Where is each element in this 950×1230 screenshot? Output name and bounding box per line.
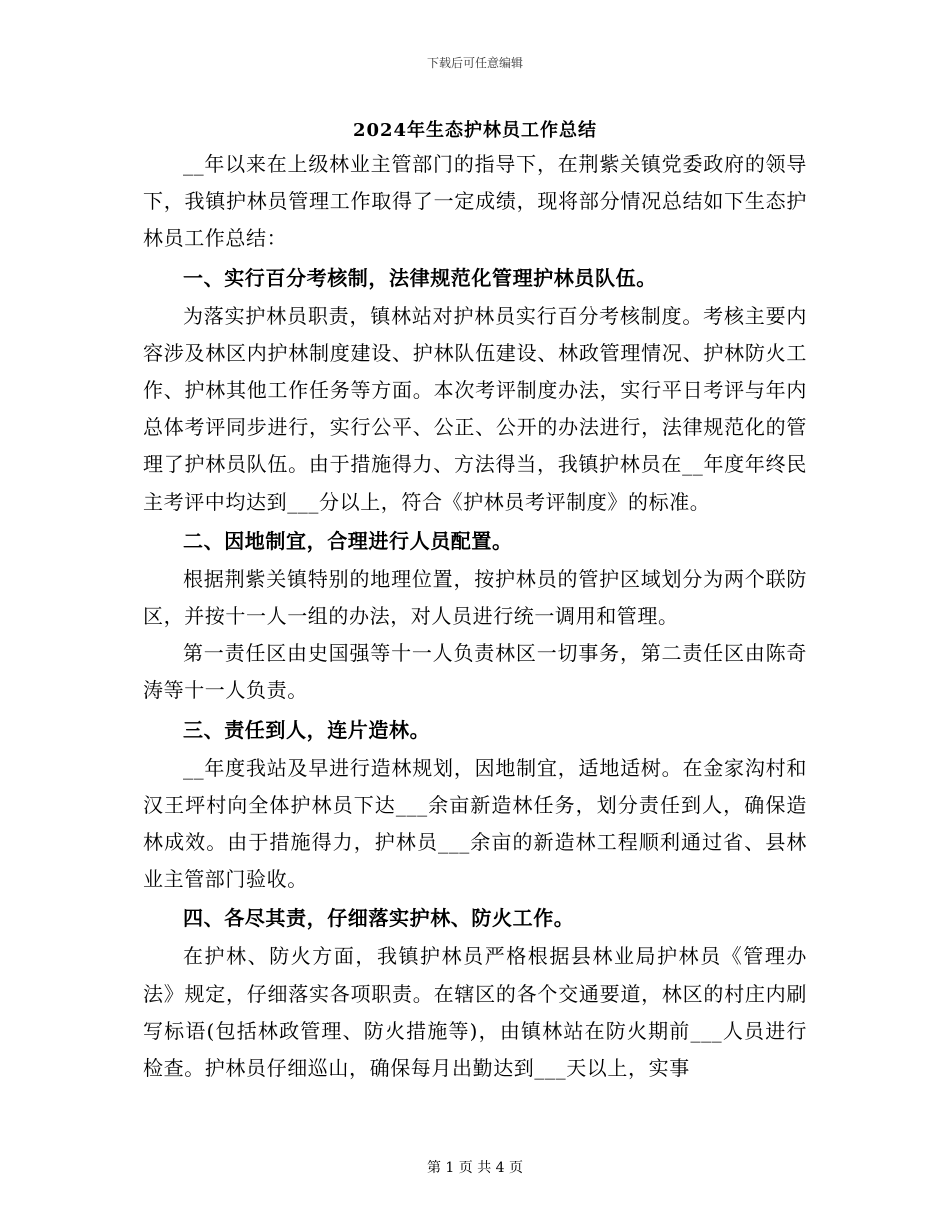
intro-paragraph: __年以来在上级林业主管部门的指导下，在荆紫关镇党委政府的领导下，我镇护林员管理工作取得了一定成绩，现将部分情况总结如下生态护林员工作总结： — [143, 152, 807, 251]
section-1-paragraph-1: 为落实护林员职责，镇林站对护林员实行百分考核制度。考核主要内容涉及林区内护林制度建设、护林队伍建设、林政管理情况、护林防火工作、护林其他工作任务等方面。本次考评制度办法，实行平日考评与年内总体考评同步进行，实行公平、公正、公开的办法进行，法律规范化的管理了护林员队伍。由于措施得力、方法得当，我镇护林员在__年度年终民主考评中均达到___分以上，符合《护林员考评制度》的标准。 — [143, 303, 807, 514]
section-2-paragraph-2: 第一责任区由史国强等十一人负责林区一切事务，第二责任区由陈奇涛等十一人负责。 — [143, 641, 807, 703]
section-4-heading: 四、各尽其责，仔细落实护林、防火工作。 — [183, 906, 575, 931]
section-2-heading: 二、因地制宜，合理进行人员配置。 — [183, 528, 513, 553]
document-body — [143, 146, 807, 1087]
section-3-heading: 三、责任到人，连片造林。 — [183, 717, 431, 742]
section-4-paragraph-1: 在护林、防火方面，我镇护林员严格根据县林业局护林员《管理办法》规定，仔细落实各项职责。在辖区的各个交通要道，林区的村庄内刷写标语(包括林政管理、防火措施等)，由镇林站在防火期前___人员进行检查。护林员仔细巡山，确保每月出勤达到___天以上，实事 — [143, 944, 807, 1081]
page-footer: 第 1 页 共 4 页 — [426, 1160, 524, 1176]
section-1-heading: 一、实行百分考核制，法律规范化管理护林员队伍。 — [183, 265, 657, 290]
section-3-paragraph-1: __年度我站及早进行造林规划，因地制宜，适地适树。在金家沟村和汉王坪村向全体护林员下达___余亩新造林任务，划分责任到人，确保造林成效。由于措施得力，护林员___余亩的新造林工程顺利通过省、县林业主管部门验收。 — [143, 755, 807, 892]
header-note: 下载后可任意编辑 — [426, 56, 523, 70]
section-2-paragraph-1: 根据荆紫关镇特别的地理位置，按护林员的管护区域划分为两个联防区，并按十一人一组的办法，对人员进行统一调用和管理。 — [143, 566, 807, 629]
document-title: 2024年生态护林员工作总结 — [352, 120, 598, 141]
